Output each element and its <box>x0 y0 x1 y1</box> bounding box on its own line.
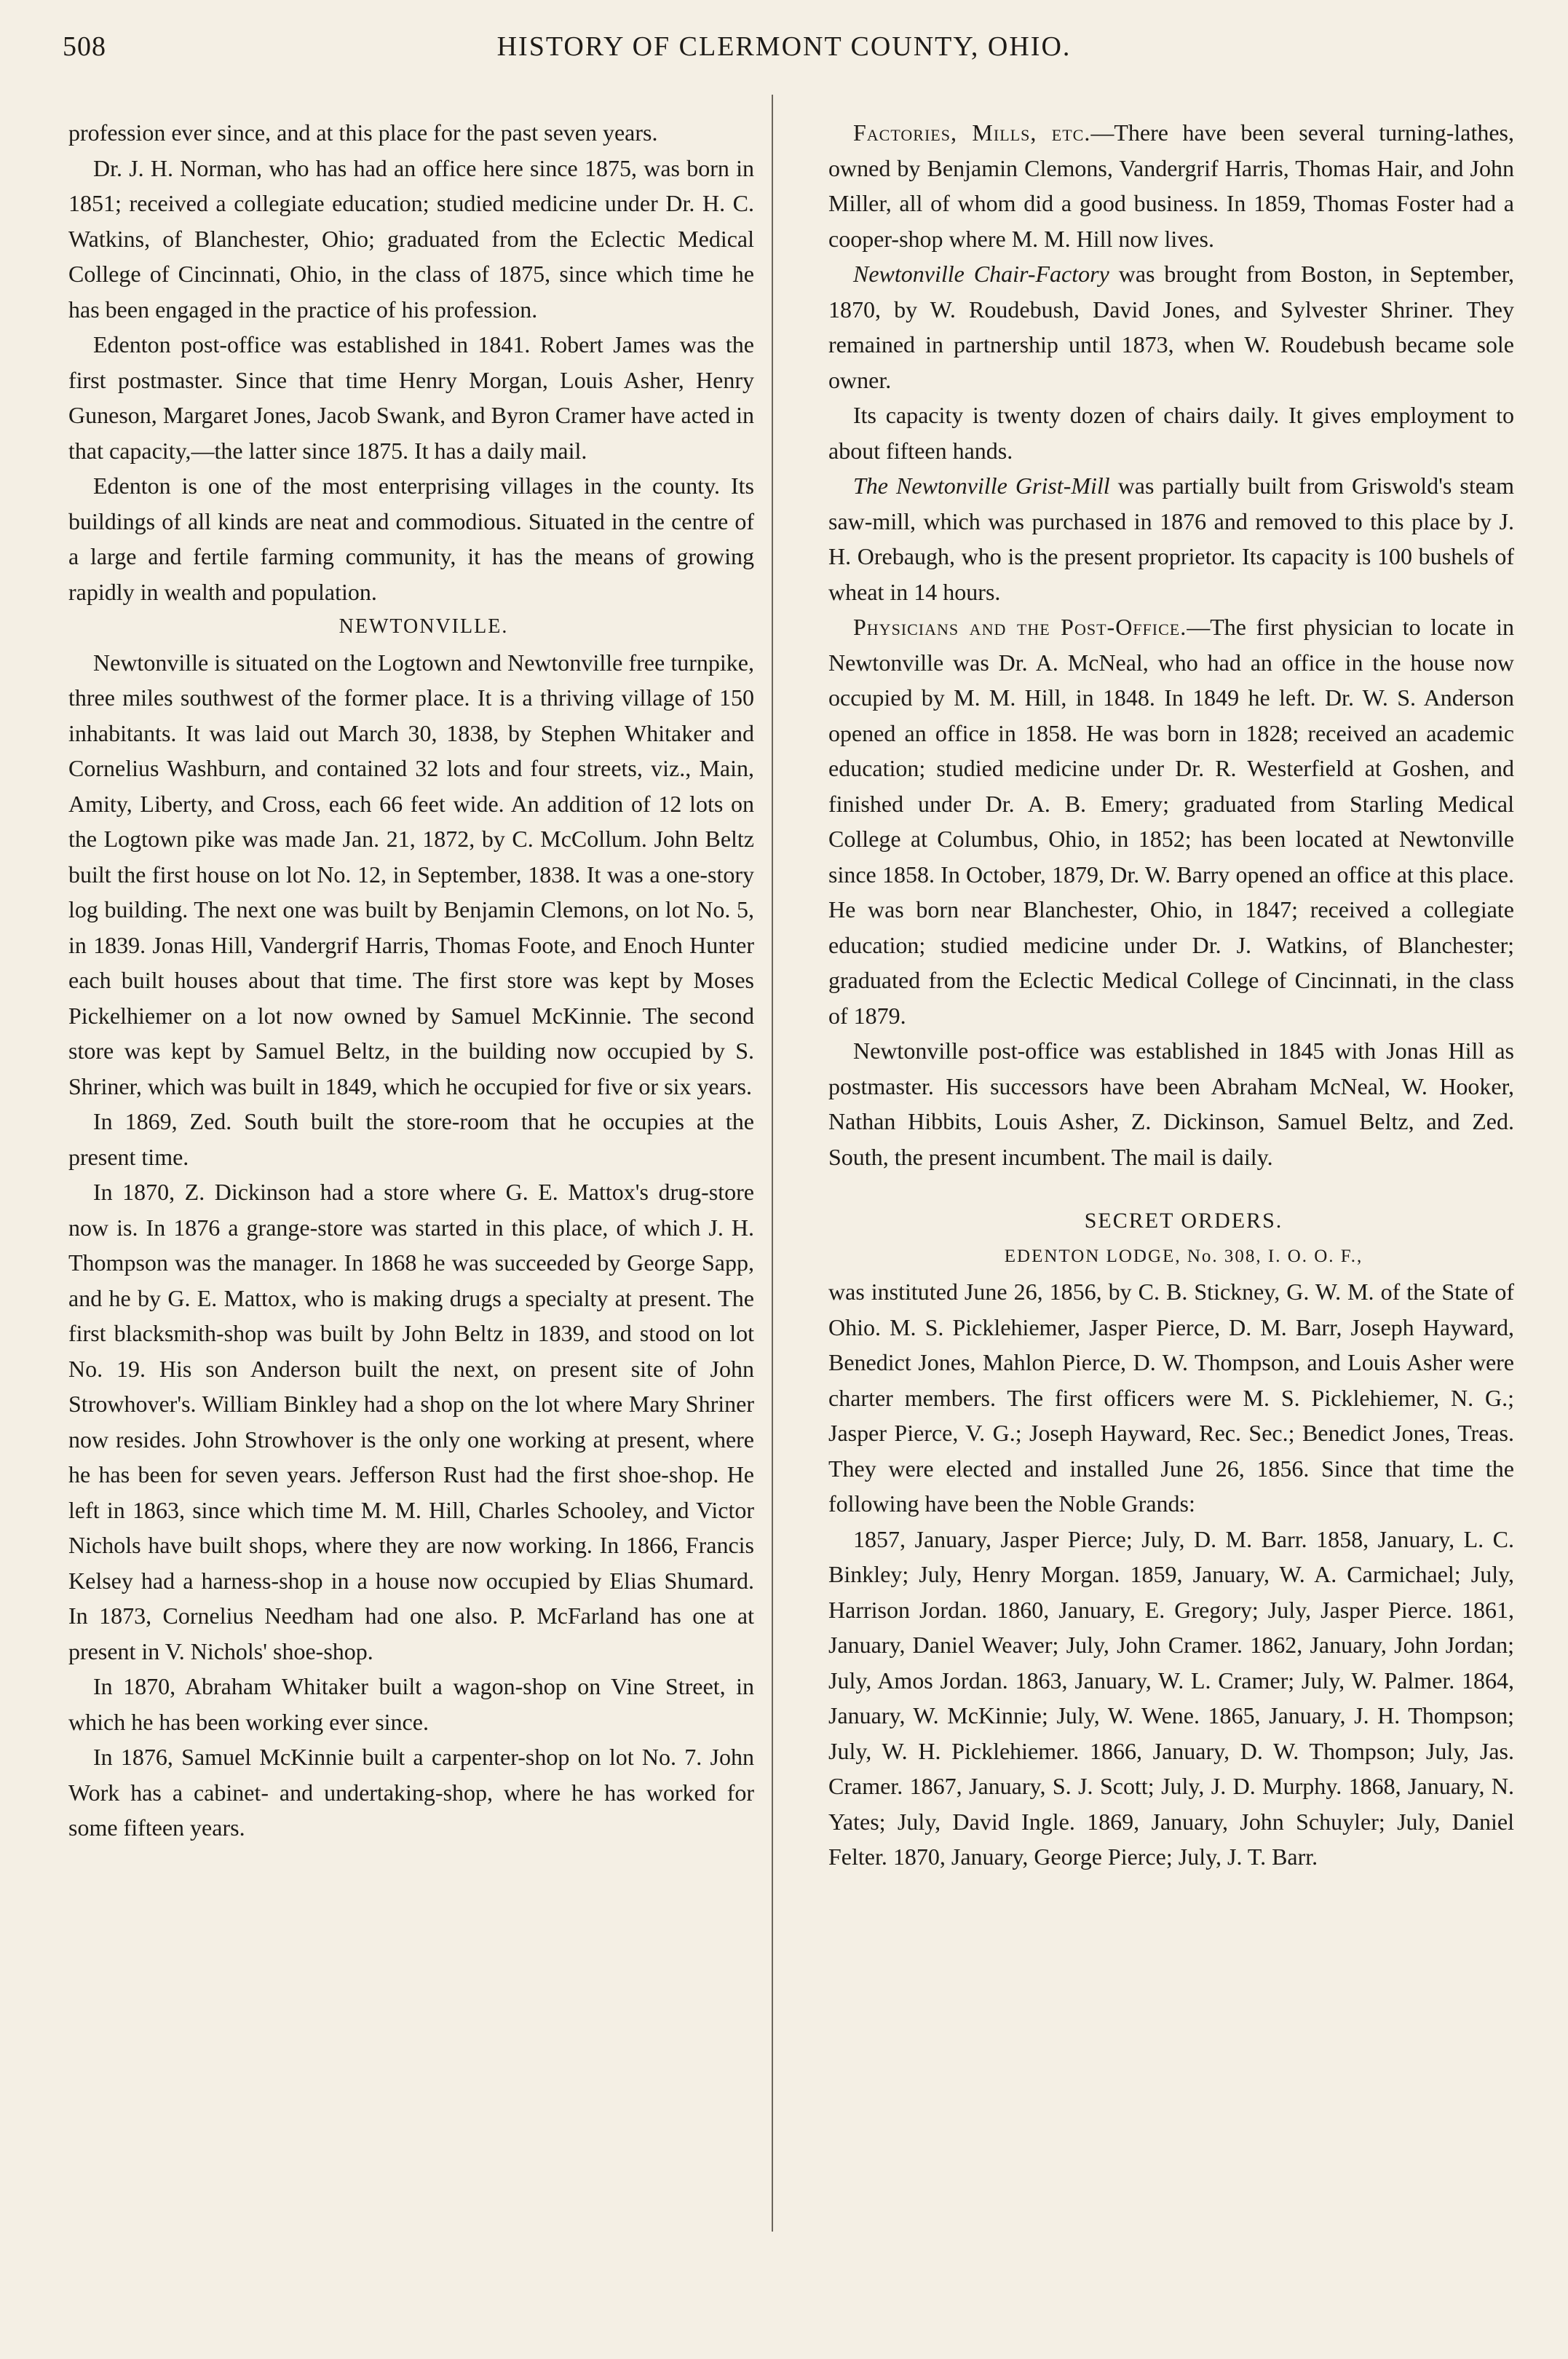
paragraph: In 1870, Z. Dickinson had a store where G. E. Mattox's drug-store now is. In 1876 a grange-store was started in this place, of which J. H. Thompson was the manager. In 1868 he was succeeded by George Sapp, and he by G. E. Mattox, who is making drugs a specialty at present. The first blacksmith-shop was built by John Beltz in 1839, and stood on lot No. 19. His son Anderson built the next, on present site of John Strowhover's. William Binkley had a shop on the lot where Mary Shriner now resides. John Strowhover is the only one working at present, where he has been for seven years. Jefferson Rust had the first shoe-shop. He left in 1863, since which time M. M. Hill, Charles Schooley, and Victor Nichols have built shops, where they are now working. In 1866, Francis Kelsey had a harness-shop in a house now occupied by Elias Shumard. In 1873, Cornelius Needham had one also. P. McFarland has one at present in V. Nichols' shoe-shop. <box>68 1179 754 1664</box>
running-head <box>63 31 1505 74</box>
paragraph: Edenton is one of the most enterprising villages in the county. Its buildings of all kinds are neat and commodious. Situated in the centre of a large and fertile farming community, it has the means of growing rapidly in wealth and population. <box>68 473 754 605</box>
column-divider <box>772 95 773 2232</box>
paragraph: In 1876, Samuel McKinnie built a carpenter-shop on lot No. 7. John Work has a cabinet- and undertaking-shop, where he has worked for some fifteen years. <box>68 1744 754 1841</box>
paragraph: Dr. J. H. Norman, who has had an office here since 1875, was born in 1851; received a collegiate education; studied medicine under Dr. H. C. Watkins, of Blanchester, Ohio; graduated from the Eclectic Medical College of Cincinnati, Ohio, in the class of 1875, since which time he has been engaged in the practice of his profession. <box>68 154 754 323</box>
run-in-heading: Newtonville Chair-Factory <box>853 261 1109 287</box>
run-in-heading: Factories, Mills, etc. <box>853 119 1091 146</box>
paragraph: Newtonville is situated on the Logtown and Newtonville free turnpike, three miles southwest of the former place. It is a thriving village of 150 inhabitants. It was laid out March 30, 1838, by Stephen Whitaker and Cornelius Washburn, and contained 32 lots and four streets, viz., Main, Amity, Liberty, and Cross, each 66 feet wide. An addition of 12 lots on the Logtown pike was made Jan. 21, 1872, by C. McCollum. John Beltz built the first house on lot No. 12, in September, 1838. It was a one-story log building. The next one was built by Benjamin Clemons, on lot No. 5, in 1839. Jonas Hill, Vandergrif Harris, Thomas Foote, and Enoch Hunter each built houses about that time. The first store was kept by Moses Pickelhiemer on a lot now owned by Samuel McKinnie. The second store was kept by Samuel Beltz, in the building now occupied by S. Shriner, which was built in 1849, which he occupied for five or six years. <box>68 649 754 1099</box>
paragraph: In 1869, Zed. South built the store-room that he occupies at the present time. <box>68 1108 754 1170</box>
run-in-heading: Physicians and the Post-Office. <box>853 614 1187 640</box>
paragraph: Its capacity is twenty dozen of chairs daily. It gives employment to about fifteen hands. <box>828 402 1514 464</box>
paragraph <box>828 609 1514 1033</box>
paragraph <box>828 115 1514 256</box>
paragraph: In 1870, Abraham Whitaker built a wagon-shop on Vine Street, in which he has been working ever since. <box>68 1673 754 1735</box>
paragraph-body: —The first physician to locate in Newtonville was Dr. A. McNeal, who had an office in the house now occupied by M. M. Hill, in 1848. In 1849 he left. Dr. W. S. Anderson opened an office in 1858. He was born in 1828; received an academic education; studied medicine under Dr. R. Westerfield at Goshen, and finished under Dr. A. B. Emery; graduated from Starling Medical College at Columbus, Ohio, in 1852; has been located at Newtonville since 1858. In October, 1879, Dr. W. Barry opened an office at this place. He was born near Blanchester, Ohio, in 1847; received a collegiate education; studied medicine under Dr. J. Watkins, of Blanchester; graduated from the Eclectic Medical College of Cincinnati, in the class of 1879. <box>828 614 1515 1029</box>
paragraph: profession ever since, and at this place for the past seven years. <box>68 119 658 146</box>
paragraph-body: was brought from Boston, in September, 1870, by W. Roudebush, David Jones, and Sylvester Shriner. They remained in partnership until 1873, when W. Roudebush became sole owner. <box>828 261 1515 393</box>
paragraph-body: was partially built from Griswold's steam saw-mill, which was purchased in 1876 and removed to this place by J. H. Orebaugh, who is the present proprietor. Its capacity is 100 bushels of wheat in 14 hours. <box>828 473 1514 605</box>
paragraph <box>828 468 1514 609</box>
paragraph: Edenton post-office was established in 1841. Robert James was the first postmaster. Since that time Henry Morgan, Louis Asher, Henry Guneson, Margaret Jones, Jacob Swank, and Byron Cramer have acted in that capacity,—the latter since 1875. It has a daily mail. <box>68 331 754 464</box>
paragraph-body: —There have been several turning-lathes, owned by Benjamin Clemons, Vandergrif Harris, Thomas Hair, and John Miller, all of whom did a good business. In 1859, Thomas Foster had a cooper-shop where M. M. Hill now lives. <box>828 119 1515 252</box>
paragraph: was instituted June 26, 1856, by C. B. Stickney, G. W. M. of the State of Ohio. M. S. Picklehiemer, Jasper Pierce, D. M. Barr, Joseph Hayward, Benedict Jones, Mahlon Pierce, D. W. Thompson, and Louis Asher were charter members. The first officers were M. S. Picklehiemer, N. G.; Jasper Pierce, V. G.; Joseph Hayward, Rec. Sec.; Benedict Jones, Treas. They were elected and installed June 26, 1856. Since that time the following have been the Noble Grands: <box>828 1279 1514 1517</box>
section-heading-newtonville: NEWTONVILLE. <box>338 615 509 638</box>
run-in-heading: The Newtonville Grist-Mill <box>853 473 1110 499</box>
subheading-edenton-lodge: EDENTON LODGE, No. 308, I. O. O. F., <box>1004 1246 1363 1266</box>
section-heading-secret-orders: SECRET ORDERS. <box>1084 1209 1283 1233</box>
left-column <box>68 115 754 1846</box>
right-column <box>828 115 1514 1875</box>
page-number: 508 <box>63 31 106 62</box>
paragraph <box>828 256 1514 398</box>
running-title: HISTORY OF CLERMONT COUNTY, OHIO. <box>496 31 1072 62</box>
paragraph: Newtonville post-office was established in 1845 with Jonas Hill as postmaster. His successors have been Abraham McNeal, W. Hooker, Nathan Hibbits, Louis Asher, Z. Dickinson, Samuel Beltz, and Zed. South, the present incumbent. The mail is daily. <box>828 1038 1514 1170</box>
paragraph: 1857, January, Jasper Pierce; July, D. M. Barr. 1858, January, L. C. Binkley; July, Henry Morgan. 1859, January, W. A. Carmichael; July, Harrison Jordan. 1860, January, E. Gregory; July, Jasper Pierce. 1861, January, Daniel Weaver; July, John Cramer. 1862, January, John Jordan; July, Amos Jordan. 1863, January, W. L. Cramer; July, W. Palmer. 1864, January, W. McKinnie; July, W. Wene. 1865, January, J. H. Thompson; July, W. H. Picklehiemer. 1866, January, D. W. Thompson; July, Jas. Cramer. 1867, January, S. J. Scott; July, J. D. Murphy. 1868, January, N. Yates; July, David Ingle. 1869, January, John Schuyler; July, Daniel Felter. 1870, January, George Pierce; July, J. T. Barr. <box>828 1525 1514 1870</box>
